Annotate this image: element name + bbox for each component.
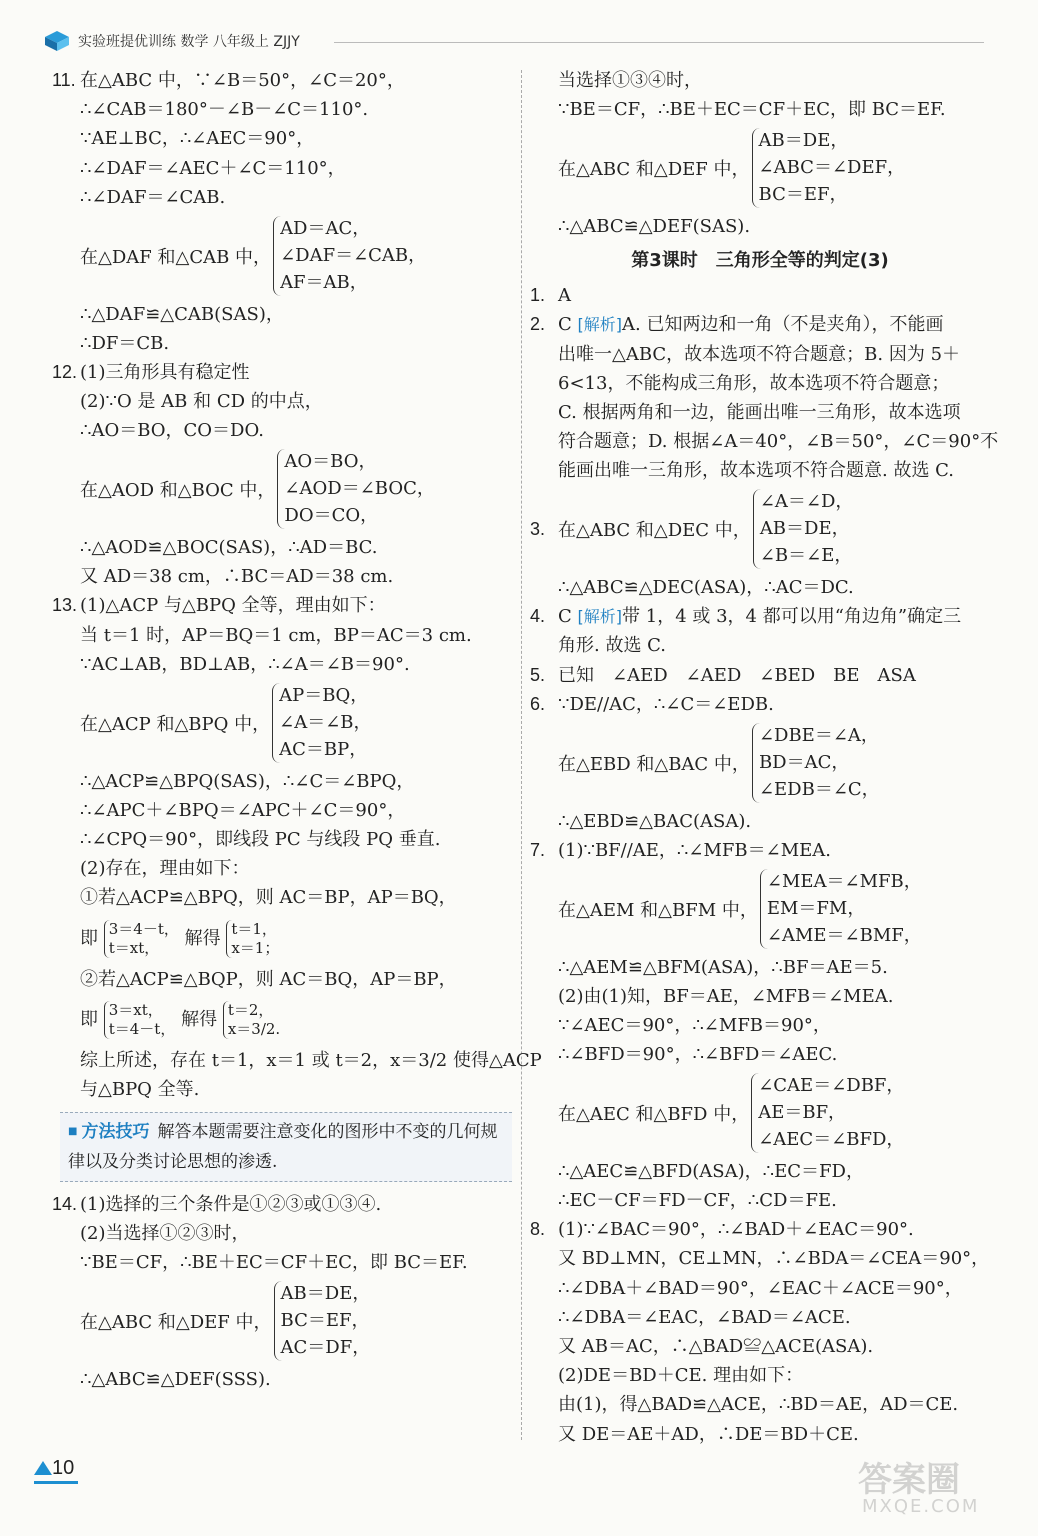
r-q7-text: (1)∵BF//AE，∴∠MFB＝∠MEA. (558, 839, 831, 861)
system-prefix: 在△ABC 和△DEC 中， (558, 520, 751, 542)
system-brace (752, 723, 880, 803)
q13-line: 综上所述，存在 t＝1，x＝1 或 t＝2，x＝3/2 使得△ACP (80, 1049, 542, 1071)
system-row: BD＝AC， (758, 751, 850, 773)
analysis-tag: [解析] (577, 607, 623, 627)
q13-case1-solution (52, 913, 512, 965)
r-q8-text: (1)∵∠BAC＝90°，∴∠BAD＋∠EAC＝90°. (558, 1219, 914, 1241)
up-arrow-icon (34, 1461, 52, 1475)
q14-line: ∵BE＝CF，∴BE＋EC＝CF＋EC，即 BC＝EF. (80, 1252, 468, 1274)
r-q8-line: 由(1)，得△BAD≌△ACE，∴BD＝AE，AD＝CE. (558, 1394, 959, 1416)
system-row: AE＝BF， (758, 1102, 847, 1124)
system-prefix: 在△ACP 和△BPQ 中， (80, 713, 271, 735)
q13-system (52, 679, 512, 767)
r-q7-line: ∴△AEM≌△BFM(ASA)，∴BF＝AE＝5. (558, 956, 888, 978)
system-prefix: 在△AOD 和△BOC 中， (80, 480, 276, 502)
system-row: AB＝DE， (758, 130, 849, 152)
r-q8-line: 又 BD⊥MN，CE⊥MN，∴∠BDA＝∠CEA＝90°， (558, 1248, 990, 1270)
r-q8-line: ∴∠DBA＝∠EAC，∠BAD＝∠ACE. (558, 1306, 851, 1328)
r-q8-number: 8. (530, 1219, 546, 1240)
book-logo-icon (44, 30, 70, 52)
tip-heading: ■ 方法技巧 (68, 1122, 149, 1142)
q13-line: (2)存在，理由如下： (80, 858, 250, 880)
q11-line (52, 66, 512, 95)
r-q8 (530, 1215, 990, 1244)
r-q1 (530, 281, 990, 310)
r-q2-line: 符合题意；D. 根据∠A＝40°，∠B＝50°，∠C＝90°不 (558, 431, 999, 453)
r-q7-line: ∴EC－CF＝FD－CF，∴CD＝FE. (558, 1190, 837, 1212)
right-column (530, 66, 999, 1449)
header-title: 实验班提优训练 数学 八年级上 ZJJY (78, 34, 300, 50)
system-row: ∠ABC＝∠DEF， (758, 157, 906, 179)
q13-line: ∴∠CPQ＝90°，即线段 PC 与线段 PQ 垂直. (80, 828, 441, 850)
r-q5-number: 5. (530, 664, 546, 685)
q14-line: ∴△ABC≌△DEF(SSS). (80, 1369, 271, 1391)
r-q2-line: 能画出唯一三角形，故本选项不符合题意. 故选 C. (558, 460, 955, 482)
system-row: t＝1， (231, 919, 277, 938)
text-solve: 解得 (181, 1008, 218, 1030)
system-row: AC＝BP， (279, 738, 368, 760)
q12-line: 又 AD＝38 cm，∴BC＝AD＝38 cm. (80, 566, 394, 588)
q11-text: 在△ABC 中，∵∠B＝50°，∠C＝20°， (80, 70, 405, 91)
system-row: ∠B＝∠E， (759, 545, 853, 567)
r-q6-system (530, 719, 990, 807)
q14-number: 14. (52, 1194, 78, 1215)
q12-number: 12. (52, 361, 78, 382)
system-row: t＝2， (227, 1000, 274, 1019)
system-row: ∠EDB＝∠C， (758, 778, 880, 800)
system-row: ∠DAF＝∠CAB， (280, 244, 427, 266)
small-system (226, 920, 279, 958)
r-q7-line: ∴△AEC≌△BFD(ASA)，∴EC＝FD， (558, 1160, 864, 1182)
q14-text: (1)选择的三个条件是①②③或①③④. (80, 1194, 382, 1216)
system-row: ∠A＝∠D， (759, 491, 854, 513)
r-q1-number: 1. (530, 285, 546, 306)
r-q6 (530, 690, 990, 719)
system-brace (751, 1073, 904, 1153)
r-q5 (530, 661, 990, 690)
r-q3-number: 3. (530, 518, 546, 539)
page-header (44, 28, 984, 60)
q14-cont-line: ∴△ABC≌△DEF(SAS). (558, 215, 751, 237)
q13-line: ∴△ACP≌△BPQ(SAS)，∴∠C＝∠BPQ， (80, 770, 415, 792)
r-q2-line: C. 根据两角和一边，能画出唯一三角形，故本选项 (558, 401, 961, 423)
system-row: ∠AEC＝∠BFD， (758, 1129, 905, 1151)
q14-line: (2)当选择①②③时， (80, 1223, 250, 1245)
q13-line: ①若△ACP≌△BPQ，则 AC＝BP，AP＝BQ， (80, 887, 457, 909)
system-brace (753, 489, 854, 569)
system-prefix: 在△ABC 和△DEF 中， (80, 1312, 272, 1334)
system-brace (273, 216, 426, 296)
r-q7-number: 7. (530, 839, 546, 860)
small-system (104, 920, 179, 958)
r-q4-line: 角形. 故选 C. (558, 635, 667, 657)
header-rule (334, 42, 984, 43)
system-prefix: 在△EBD 和△BAC 中， (558, 753, 750, 775)
system-prefix: 在△DAF 和△CAB 中， (80, 246, 272, 268)
q11-system (52, 212, 512, 300)
system-brace (760, 869, 922, 949)
r-q8-line: 又 AB＝AC，∴△BAD≌△ACE(ASA). (558, 1336, 874, 1358)
watermark-text: 答案圈 (858, 1460, 960, 1500)
r-q2-line: 6<13，不能构成三角形，故本选项不符合题意； (558, 372, 950, 394)
column-divider (521, 70, 522, 1440)
r-q4-number: 4. (530, 606, 546, 627)
r-q7-line: ∵∠AEC＝90°，∴∠MFB＝90°， (558, 1014, 831, 1036)
system-row: AB＝DE， (280, 1283, 371, 1305)
r-q6-text: ∵DE//AC，∴∠C＝∠EDB. (558, 693, 774, 715)
lesson-title: 第3课时 三角形全等的判定(3) (631, 250, 889, 272)
q12-line (52, 358, 512, 387)
q12-system (52, 445, 512, 533)
q13-line (52, 591, 512, 620)
system-brace (277, 449, 434, 529)
system-row: BC＝EF， (280, 1310, 370, 1332)
page-number-badge (34, 1457, 78, 1483)
r-q4-answer: C (558, 606, 572, 628)
r-q1-answer: A (558, 285, 571, 307)
system-row: AO＝BO， (284, 451, 377, 473)
system-row: AF＝AB， (280, 271, 368, 293)
system-row: DO＝CO， (284, 505, 379, 527)
q13-line: ②若△ACP≌△BQP，则 AC＝BQ，AP＝BP， (80, 968, 457, 990)
q12-text: (1)三角形具有稳定性 (80, 361, 250, 383)
system-brace (272, 683, 371, 763)
method-tip-box (60, 1112, 512, 1182)
small-system (104, 1001, 176, 1039)
system-row: 3＝xt， (108, 1000, 163, 1019)
r-q6-line: ∴△EBD≌△BAC(ASA). (558, 810, 752, 832)
q11-line: ∴∠CAB＝180°－∠B－∠C＝110°. (80, 99, 369, 121)
system-row: x＝1； (231, 938, 280, 957)
text-prefix: 即 (80, 1008, 98, 1030)
q13-case2-solution (52, 994, 512, 1046)
system-row: t＝4－t， (108, 1019, 176, 1038)
r-q2-number: 2. (530, 314, 546, 335)
page-number-underline (34, 1481, 78, 1484)
q11-line: ∴∠DAF＝∠AEC＋∠C＝110°， (80, 157, 346, 179)
q14-line (52, 1190, 512, 1219)
analysis-tag: [解析] (577, 315, 623, 335)
q14-cont-line: ∵BE＝CF，∴BE＋EC＝CF＋EC，即 BC＝EF. (558, 99, 946, 121)
watermark-logo (848, 1452, 1018, 1522)
q11-line: ∵AE⊥BC，∴∠AEC＝90°， (80, 128, 315, 150)
system-row: BC＝EF， (758, 184, 848, 206)
r-q4-text: 带 1，4 或 3，4 都可以用“角边角”确定三 (622, 606, 962, 628)
q13-line: 当 t＝1 时，AP＝BQ＝1 cm，BP＝AC＝3 cm. (80, 624, 472, 646)
r-q3-system (530, 485, 990, 573)
system-row: ∠AOD＝∠BOC， (284, 478, 435, 500)
tip-text: 解答本题需要注意变化的图形中不变的几何规律以及分类讨论思想的渗透. (68, 1122, 498, 1173)
q13-line: ∵AC⊥AB，BD⊥AB，∴∠A＝∠B＝90°. (80, 653, 410, 675)
system-prefix: 在△AEC 和△BFD 中， (558, 1104, 750, 1126)
q14-system (52, 1278, 512, 1366)
system-row: t＝xt， (108, 938, 160, 957)
r-q7-line: ∴∠BFD＝90°，∴∠BFD＝∠AEC. (558, 1044, 838, 1066)
r-q7 (530, 836, 990, 865)
system-row: AD＝AC， (280, 217, 371, 239)
system-prefix: 在△AEM 和△BFM 中， (558, 899, 758, 921)
r-q7-line: (2)由(1)知，BF＝AE，∠MFB＝∠MEA. (558, 985, 894, 1007)
q13-line: 与△BPQ 全等. (80, 1078, 200, 1100)
text-solve: 解得 (184, 927, 221, 949)
system-row: ∠A＝∠B， (279, 711, 372, 733)
system-row: EM＝FM， (766, 897, 866, 919)
r-q7-system-2 (530, 1069, 990, 1157)
q13-line: ∴∠APC＋∠BPQ＝∠APC＋∠C＝90°， (80, 799, 406, 821)
system-row: AP＝BQ， (279, 684, 369, 706)
small-system (223, 1001, 280, 1039)
watermark-url: MXQE.COM (862, 1496, 980, 1517)
r-q6-number: 6. (530, 693, 546, 714)
system-row: x＝3/2. (227, 1019, 281, 1038)
q14-cont-system (530, 124, 990, 212)
system-row: ∠MEA＝∠MFB， (766, 870, 922, 892)
system-row: ∠CAE＝∠DBF， (758, 1075, 905, 1097)
q11-line: ∴△DAF≌△CAB(SAS)， (80, 303, 284, 325)
r-q2-text: A. 已知两边和一角（不是夹角），不能画 (622, 314, 944, 336)
q11-line: ∴∠DAF＝∠CAB. (80, 186, 226, 208)
system-brace (274, 1281, 371, 1361)
q11-line: ∴DF＝CB. (80, 332, 170, 354)
r-q2-line: 出唯一△ABC，故本选项不符合题意；B. 因为 5＋ (558, 343, 961, 365)
r-q4 (530, 602, 990, 631)
r-q8-line: ∴∠DBA＋∠BAD＝90°，∠EAC＋∠ACE＝90°， (558, 1277, 963, 1299)
q11-number: 11. (52, 70, 76, 90)
system-row: 3＝4－t， (108, 919, 179, 938)
q12-line: (2)∵O 是 AB 和 CD 的中点， (80, 391, 323, 413)
q13-number: 13. (52, 595, 78, 616)
system-row: ∠DBE＝∠A， (758, 724, 879, 746)
system-brace (752, 128, 906, 208)
r-q5-answer: 已知 ∠AED ∠AED ∠BED BE ASA (558, 664, 916, 686)
text-prefix: 即 (80, 927, 98, 949)
r-q8-line: 又 DE＝AE＋AD，∴DE＝BD＋CE. (558, 1423, 859, 1445)
left-column (52, 66, 542, 1394)
q14-cont-line: 当选择①③④时， (558, 70, 702, 91)
system-row: ∠AME＝∠BMF， (766, 924, 922, 946)
system-row: AC＝DF， (280, 1337, 371, 1359)
q12-line: ∴△AOD≌△BOC(SAS)，∴AD＝BC. (80, 537, 378, 559)
r-q8-line: (2)DE＝BD＋CE. 理由如下： (558, 1365, 804, 1387)
r-q2-answer: C (558, 314, 572, 336)
q12-line: ∴AO＝BO，CO＝DO. (80, 420, 264, 442)
system-row: AB＝DE， (759, 518, 850, 540)
system-prefix: 在△ABC 和△DEF 中， (558, 159, 750, 181)
page-number: 10 (52, 1457, 75, 1479)
r-q2 (530, 310, 990, 339)
q13-text: (1)△ACP 与△BPQ 全等，理由如下： (80, 595, 386, 617)
r-q3-line: ∴△ABC≌△DEC(ASA)，∴AC＝DC. (558, 577, 854, 599)
r-q7-system (530, 865, 990, 953)
